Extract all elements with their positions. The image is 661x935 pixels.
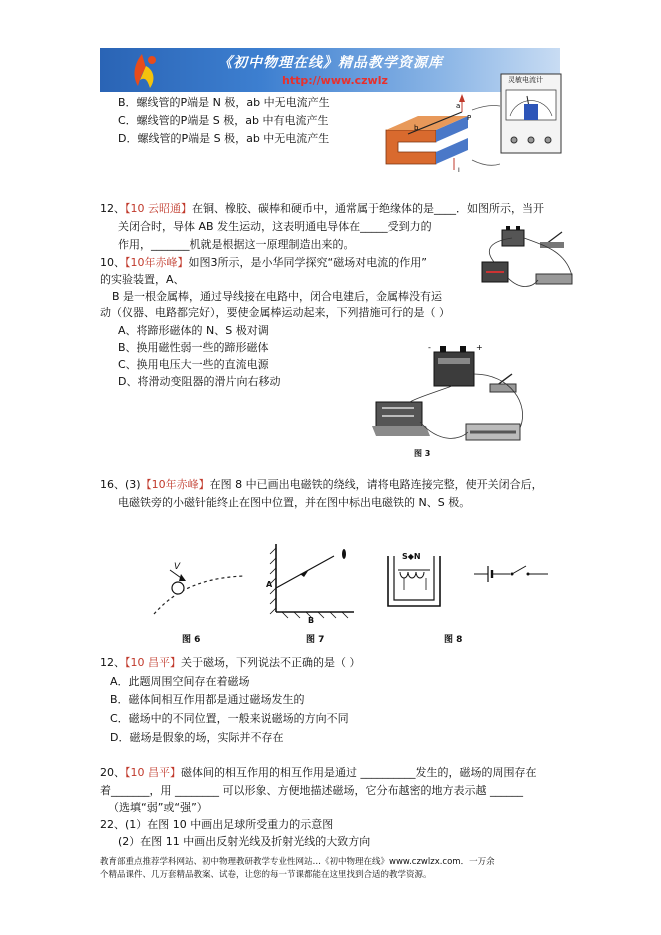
q16-line-2: 电磁铁旁的小磁针能终止在图中位置，并在图中标出电磁铁的 N、S 极。 xyxy=(118,496,471,509)
footer-line-2: 个精品课件、几万套精品教案、试卷，让您的每一节课都能在这里找到合适的教学资源。 xyxy=(100,870,432,880)
q11-option-b: B．螺线管的P端是 N 极，ab 中无电流产生 xyxy=(118,96,330,109)
svg-text:b: b xyxy=(414,124,419,132)
figure-6-caption: 图 6 xyxy=(182,635,201,645)
q10-number: 10、 xyxy=(100,256,125,269)
q11-option-d: D．螺线管的P端是 S 极，ab 中无电流产生 xyxy=(118,132,330,145)
svg-text:I: I xyxy=(458,167,460,174)
figure-8 xyxy=(384,546,554,644)
q12-line-3: 作用，_______机就是根据这一原理制造出来的。 xyxy=(118,238,355,251)
svg-text:P: P xyxy=(467,114,472,122)
q10-option-a: A、将蹄形磁体的 N、S 极对调 xyxy=(118,324,269,337)
figure-7-caption: 图 7 xyxy=(306,635,325,645)
q12b-number: 12、 xyxy=(100,656,125,669)
figure-7 xyxy=(262,540,372,644)
q12b-source-tag: 【10 昌平】 xyxy=(125,656,181,669)
q10-source-tag: 【10年赤峰】 xyxy=(125,256,189,269)
q12b-line-1 xyxy=(100,656,361,670)
q12b-option-c: C．磁场中的不同位置，一般来说磁场的方向不同 xyxy=(110,712,349,725)
header-banner xyxy=(100,48,560,92)
magnet-solenoid-figure xyxy=(376,90,500,180)
figure-7-label-a: A xyxy=(266,580,273,589)
galvanometer-figure xyxy=(500,66,562,154)
galvanometer-label: 灵敏电流计 xyxy=(508,76,543,84)
figure-6 xyxy=(148,554,248,644)
q16-source-tag: 【10年赤峰】 xyxy=(140,478,210,491)
q20-number: 20、 xyxy=(100,766,125,779)
figure-8-caption: 图 8 xyxy=(444,635,463,645)
q12b-option-b: B．磁体间相互作用都是通过磁场发生的 xyxy=(110,693,305,706)
q11-option-c: C．螺线管的P端是 S 极，ab 中有电流产生 xyxy=(118,114,329,127)
q10-line-3: B 是一根金属棒，通过导线接在电路中，闭合电建后，金属棒没有运 xyxy=(112,290,443,303)
figure-3-caption: 图 3 xyxy=(414,449,431,458)
q10-line-1 xyxy=(100,256,427,270)
svg-text:-: - xyxy=(428,344,431,352)
motor-circuit-figure xyxy=(476,222,580,294)
figure-6-velocity-label: V xyxy=(174,562,181,572)
banner-title: 《初中物理在线》精品教学资源库 xyxy=(218,55,443,71)
q22-line-1: 22、(1）在图 10 中画出足球所受重力的示意图 xyxy=(100,818,334,831)
q10-line-2: 的实验装置，A、 xyxy=(100,273,185,286)
q16-line-1 xyxy=(100,478,543,492)
q20-source-tag: 【10 昌平】 xyxy=(125,766,181,779)
q12b-text-1: 关于磁场，下列说法不正确的是（ ） xyxy=(181,656,361,669)
q10-text-1: 如图3所示，是小华同学探究“磁场对电流的作用” xyxy=(188,256,427,269)
q20-line-1 xyxy=(100,766,537,780)
site-logo xyxy=(124,50,164,90)
q20-text-1: 磁体间的相互作用的相互作用是通过 __________发生的，磁场的周围存在 xyxy=(181,766,537,779)
figure-8-compass-label: S◆N xyxy=(402,552,421,561)
svg-text:a: a xyxy=(456,102,461,110)
q12-line-1 xyxy=(100,202,544,216)
q16-text-1: 在图 8 中已画出电磁铁的绕线，请将电路连接完整，使开关闭合后， xyxy=(209,478,543,491)
q10-option-c: C、换用电压大一些的直流电源 xyxy=(118,358,269,371)
q10-option-d: D、将滑动变阻器的滑片向右移动 xyxy=(118,375,281,388)
q12b-option-d: D．磁场是假象的场，实际并不存在 xyxy=(110,731,284,744)
footer-line-1: 教育部重点推荐学科网站、初中物理教研教学专业性网站…《初中物理在线》www.czwlzx.com．一万余 xyxy=(100,857,495,867)
svg-text:+: + xyxy=(476,344,483,352)
figure-7-label-b: B xyxy=(308,616,315,625)
figure-3 xyxy=(370,344,550,460)
q12-number: 12、 xyxy=(100,202,125,215)
q12-source-tag: 【10 云昭通】 xyxy=(125,202,192,215)
q16-number: 16、(3) xyxy=(100,478,141,491)
q10-line-4: 动（仪器、电路都完好），要使金属棒运动起来，下列措施可行的是（ ） xyxy=(100,306,450,319)
banner-url[interactable]: http://www.czwlz xyxy=(282,74,388,87)
q22-line-2: (2）在图 11 中画出反射光线及折射光线的大致方向 xyxy=(118,835,371,848)
q20-line-2: 着_______，用 ________ 可以形象、方便地描述磁场，它分布越密的地方表示越 ______ xyxy=(100,784,523,797)
q10-option-b: B、换用磁性弱一些的蹄形磁体 xyxy=(118,341,269,354)
q12-text-1: 在铜、橡胶、碳棒和硬币中，通常属于绝缘体的是____．如图所示，当开 xyxy=(192,202,544,215)
q12-line-2: 关闭合时，导体 AB 发生运动，这表明通电导体在_____受到力的 xyxy=(118,220,432,233)
q12b-option-a: A．此题周围空间存在着磁场 xyxy=(110,675,250,688)
q20-line-3: （选填“弱”或“强”） xyxy=(108,801,208,814)
